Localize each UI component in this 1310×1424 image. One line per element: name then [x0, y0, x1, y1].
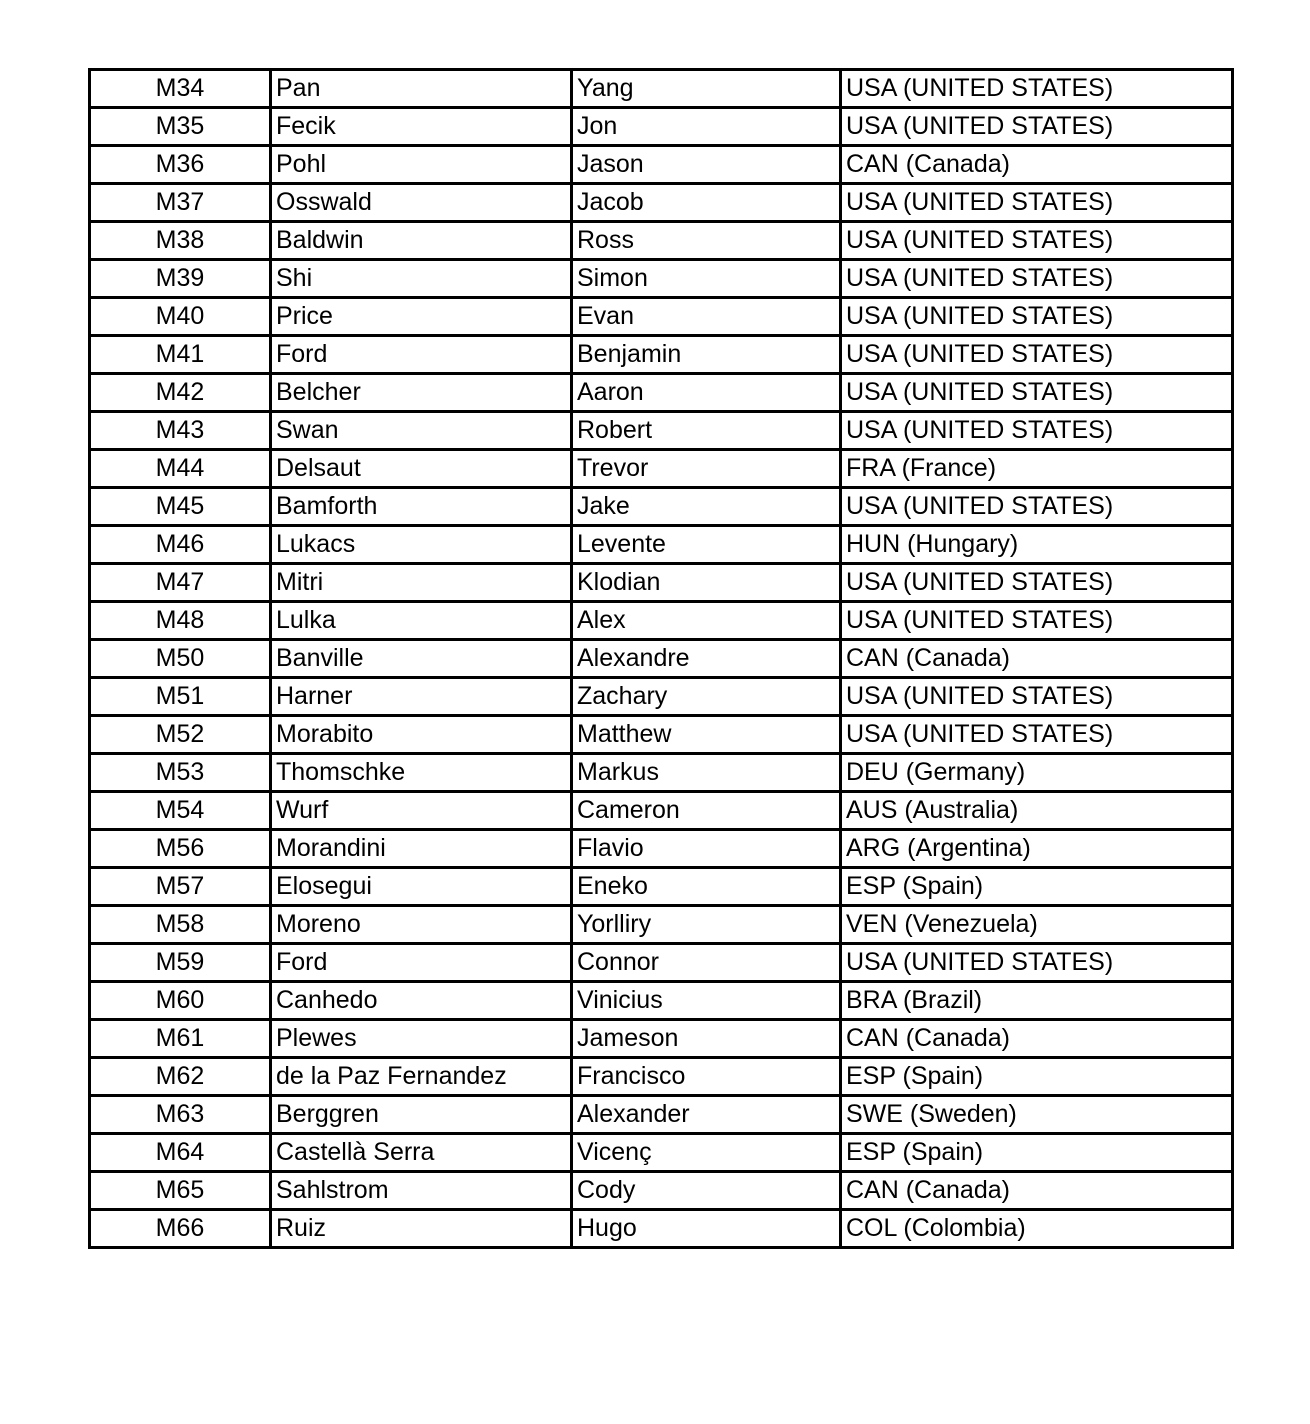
- first-name-cell: Hugo: [572, 1210, 841, 1248]
- table-row: [90, 450, 1233, 488]
- table-row: [90, 754, 1233, 792]
- last-name-cell: Mitri: [271, 564, 572, 602]
- entry-code-cell: M34: [90, 70, 271, 108]
- country-cell: CAN (Canada): [841, 1172, 1233, 1210]
- table-row: [90, 184, 1233, 222]
- table-row: [90, 488, 1233, 526]
- last-name-cell: Thomschke: [271, 754, 572, 792]
- entry-code-cell: M64: [90, 1134, 271, 1172]
- country-cell: COL (Colombia): [841, 1210, 1233, 1248]
- last-name-cell: Price: [271, 298, 572, 336]
- entry-code-cell: M36: [90, 146, 271, 184]
- country-cell: USA (UNITED STATES): [841, 108, 1233, 146]
- last-name-cell: Ruiz: [271, 1210, 572, 1248]
- country-cell: BRA (Brazil): [841, 982, 1233, 1020]
- roster-table-body: [90, 70, 1233, 1248]
- table-row: [90, 792, 1233, 830]
- table-row: [90, 640, 1233, 678]
- first-name-cell: Simon: [572, 260, 841, 298]
- last-name-cell: Baldwin: [271, 222, 572, 260]
- first-name-cell: Alexandre: [572, 640, 841, 678]
- country-cell: HUN (Hungary): [841, 526, 1233, 564]
- entry-code-cell: M63: [90, 1096, 271, 1134]
- table-row: [90, 716, 1233, 754]
- country-cell: FRA (France): [841, 450, 1233, 488]
- country-cell: USA (UNITED STATES): [841, 260, 1233, 298]
- entry-code-cell: M50: [90, 640, 271, 678]
- first-name-cell: Robert: [572, 412, 841, 450]
- first-name-cell: Flavio: [572, 830, 841, 868]
- last-name-cell: Delsaut: [271, 450, 572, 488]
- first-name-cell: Jake: [572, 488, 841, 526]
- table-row: [90, 602, 1233, 640]
- country-cell: USA (UNITED STATES): [841, 564, 1233, 602]
- table-row: [90, 336, 1233, 374]
- first-name-cell: Connor: [572, 944, 841, 982]
- table-row: [90, 868, 1233, 906]
- table-row: [90, 1134, 1233, 1172]
- country-cell: USA (UNITED STATES): [841, 716, 1233, 754]
- last-name-cell: Swan: [271, 412, 572, 450]
- last-name-cell: Pohl: [271, 146, 572, 184]
- country-cell: USA (UNITED STATES): [841, 222, 1233, 260]
- entry-code-cell: M35: [90, 108, 271, 146]
- entry-code-cell: M62: [90, 1058, 271, 1096]
- entry-code-cell: M41: [90, 336, 271, 374]
- entry-code-cell: M56: [90, 830, 271, 868]
- table-row: [90, 564, 1233, 602]
- entry-code-cell: M58: [90, 906, 271, 944]
- table-row: [90, 1210, 1233, 1248]
- last-name-cell: Lulka: [271, 602, 572, 640]
- table-row: [90, 982, 1233, 1020]
- entry-code-cell: M65: [90, 1172, 271, 1210]
- table-row: [90, 944, 1233, 982]
- table-row: [90, 70, 1233, 108]
- country-cell: DEU (Germany): [841, 754, 1233, 792]
- first-name-cell: Vicenç: [572, 1134, 841, 1172]
- country-cell: USA (UNITED STATES): [841, 184, 1233, 222]
- last-name-cell: de la Paz Fernandez: [271, 1058, 572, 1096]
- country-cell: USA (UNITED STATES): [841, 412, 1233, 450]
- last-name-cell: Morabito: [271, 716, 572, 754]
- country-cell: USA (UNITED STATES): [841, 678, 1233, 716]
- first-name-cell: Jason: [572, 146, 841, 184]
- first-name-cell: Klodian: [572, 564, 841, 602]
- table-row: [90, 1020, 1233, 1058]
- entry-code-cell: M66: [90, 1210, 271, 1248]
- entry-code-cell: M54: [90, 792, 271, 830]
- country-cell: AUS (Australia): [841, 792, 1233, 830]
- entry-code-cell: M48: [90, 602, 271, 640]
- first-name-cell: Zachary: [572, 678, 841, 716]
- last-name-cell: Morandini: [271, 830, 572, 868]
- country-cell: USA (UNITED STATES): [841, 298, 1233, 336]
- entry-code-cell: M44: [90, 450, 271, 488]
- first-name-cell: Alex: [572, 602, 841, 640]
- first-name-cell: Jon: [572, 108, 841, 146]
- entry-code-cell: M43: [90, 412, 271, 450]
- last-name-cell: Lukacs: [271, 526, 572, 564]
- country-cell: CAN (Canada): [841, 146, 1233, 184]
- last-name-cell: Pan: [271, 70, 572, 108]
- first-name-cell: Ross: [572, 222, 841, 260]
- entry-code-cell: M47: [90, 564, 271, 602]
- first-name-cell: Evan: [572, 298, 841, 336]
- country-cell: ESP (Spain): [841, 1058, 1233, 1096]
- entry-code-cell: M59: [90, 944, 271, 982]
- first-name-cell: Cameron: [572, 792, 841, 830]
- table-row: [90, 222, 1233, 260]
- last-name-cell: Bamforth: [271, 488, 572, 526]
- country-cell: ESP (Spain): [841, 868, 1233, 906]
- last-name-cell: Banville: [271, 640, 572, 678]
- first-name-cell: Eneko: [572, 868, 841, 906]
- last-name-cell: Belcher: [271, 374, 572, 412]
- entry-code-cell: M61: [90, 1020, 271, 1058]
- first-name-cell: Cody: [572, 1172, 841, 1210]
- entry-code-cell: M37: [90, 184, 271, 222]
- first-name-cell: Francisco: [572, 1058, 841, 1096]
- table-row: [90, 1058, 1233, 1096]
- entry-code-cell: M42: [90, 374, 271, 412]
- table-row: [90, 1172, 1233, 1210]
- entry-code-cell: M45: [90, 488, 271, 526]
- country-cell: SWE (Sweden): [841, 1096, 1233, 1134]
- country-cell: USA (UNITED STATES): [841, 336, 1233, 374]
- entry-code-cell: M53: [90, 754, 271, 792]
- last-name-cell: Castellà Serra: [271, 1134, 572, 1172]
- table-row: [90, 1096, 1233, 1134]
- first-name-cell: Markus: [572, 754, 841, 792]
- table-row: [90, 298, 1233, 336]
- last-name-cell: Canhedo: [271, 982, 572, 1020]
- table-row: [90, 146, 1233, 184]
- roster-table: [88, 68, 1234, 1249]
- last-name-cell: Berggren: [271, 1096, 572, 1134]
- last-name-cell: Harner: [271, 678, 572, 716]
- first-name-cell: Alexander: [572, 1096, 841, 1134]
- first-name-cell: Trevor: [572, 450, 841, 488]
- entry-code-cell: M40: [90, 298, 271, 336]
- country-cell: USA (UNITED STATES): [841, 70, 1233, 108]
- last-name-cell: Wurf: [271, 792, 572, 830]
- table-row: [90, 526, 1233, 564]
- first-name-cell: Yorlliry: [572, 906, 841, 944]
- first-name-cell: Jacob: [572, 184, 841, 222]
- last-name-cell: Ford: [271, 944, 572, 982]
- entry-code-cell: M39: [90, 260, 271, 298]
- country-cell: USA (UNITED STATES): [841, 374, 1233, 412]
- last-name-cell: Osswald: [271, 184, 572, 222]
- first-name-cell: Levente: [572, 526, 841, 564]
- last-name-cell: Moreno: [271, 906, 572, 944]
- entry-code-cell: M57: [90, 868, 271, 906]
- last-name-cell: Fecik: [271, 108, 572, 146]
- first-name-cell: Yang: [572, 70, 841, 108]
- table-row: [90, 830, 1233, 868]
- last-name-cell: Shi: [271, 260, 572, 298]
- first-name-cell: Vinicius: [572, 982, 841, 1020]
- first-name-cell: Matthew: [572, 716, 841, 754]
- country-cell: CAN (Canada): [841, 640, 1233, 678]
- table-row: [90, 374, 1233, 412]
- table-row: [90, 906, 1233, 944]
- country-cell: USA (UNITED STATES): [841, 488, 1233, 526]
- first-name-cell: Jameson: [572, 1020, 841, 1058]
- country-cell: USA (UNITED STATES): [841, 602, 1233, 640]
- country-cell: CAN (Canada): [841, 1020, 1233, 1058]
- entry-code-cell: M38: [90, 222, 271, 260]
- country-cell: USA (UNITED STATES): [841, 944, 1233, 982]
- entry-code-cell: M51: [90, 678, 271, 716]
- table-row: [90, 260, 1233, 298]
- country-cell: VEN (Venezuela): [841, 906, 1233, 944]
- country-cell: ESP (Spain): [841, 1134, 1233, 1172]
- country-cell: ARG (Argentina): [841, 830, 1233, 868]
- first-name-cell: Aaron: [572, 374, 841, 412]
- entry-code-cell: M52: [90, 716, 271, 754]
- last-name-cell: Elosegui: [271, 868, 572, 906]
- entry-code-cell: M60: [90, 982, 271, 1020]
- last-name-cell: Ford: [271, 336, 572, 374]
- table-row: [90, 412, 1233, 450]
- table-row: [90, 678, 1233, 716]
- first-name-cell: Benjamin: [572, 336, 841, 374]
- table-row: [90, 108, 1233, 146]
- last-name-cell: Sahlstrom: [271, 1172, 572, 1210]
- last-name-cell: Plewes: [271, 1020, 572, 1058]
- entry-code-cell: M46: [90, 526, 271, 564]
